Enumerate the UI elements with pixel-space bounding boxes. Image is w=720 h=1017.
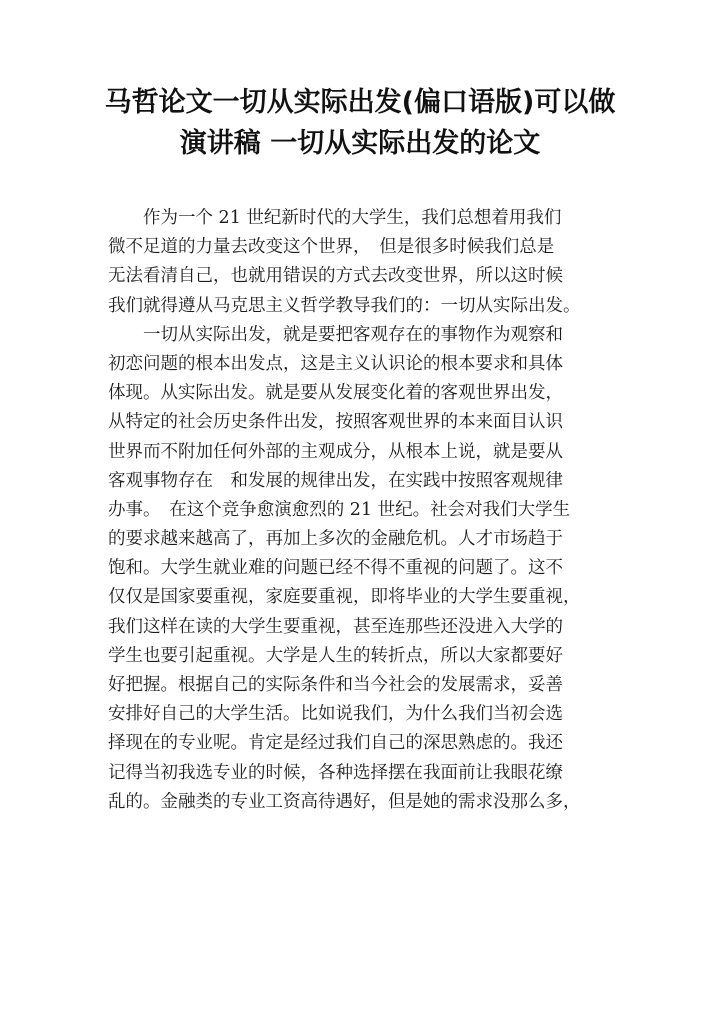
body-line: 无法看清自己，也就用错误的方式去改变世界，所以这时候 [108, 266, 563, 287]
body-line: 作为一个 21 世纪新时代的大学生，我们总想着用我们 [108, 208, 562, 228]
body-line: 世界而不附加任何外部的主观成分，从根本上说，就是要从 [108, 441, 563, 462]
body-line: 体现。从实际出发。就是要从发展变化着的客观世界出发， [108, 383, 563, 404]
body-line: 仅仅是国家要重视，家庭要重视，即将毕业的大学生要重视， [108, 587, 581, 608]
body-line: 我们就得遵从马克思主义哲学教导我们的：一切从实际出发。 [108, 295, 581, 316]
body-line: 客观事物存在 和发展的规律出发，在实践中按照客观规律 [108, 470, 563, 491]
document-body [108, 204, 618, 817]
body-line: 一切从实际出发，就是要把客观存在的事物作为观察和 [108, 324, 563, 345]
body-line: 择现在的专业呢。肯定是经过我们自己的深思熟虑的。我还 [108, 733, 563, 754]
body-line: 乱的。金融类的专业工资高待遇好，但是她的需求没那么多， [108, 791, 581, 812]
body-line: 初恋问题的根本出发点，这是主义认识论的根本要求和具体 [108, 353, 563, 374]
body-line: 办事。 在这个竞争愈演愈烈的 21 世纪。社会对我们大学生 [108, 499, 571, 520]
body-line: 安排好自己的大学生活。比如说我们，为什么我们当初会选 [108, 704, 563, 725]
title-line: 演讲稿 一切从实际出发的论文 [179, 128, 541, 159]
body-line: 好把握。根据自己的实际条件和当今社会的发展需求，妥善 [108, 675, 563, 695]
document-title [60, 82, 660, 164]
body-line: 记得当初我选专业的时候，各种选择摆在我面前让我眼花缭 [108, 762, 563, 783]
body-line: 从特定的社会历史条件出发，按照客观世界的本来面目认识 [108, 412, 563, 433]
body-line: 学生也要引起重视。大学是人生的转折点，所以大家都要好 [108, 645, 563, 666]
body-line: 饱和。大学生就业难的问题已经不得不重视的问题了。这不 [108, 558, 563, 579]
title-line: 马哲论文一切从实际出发(偏口语版)可以做 [104, 87, 616, 118]
body-line: 我们这样在读的大学生要重视，甚至连那些还没进入大学的 [108, 616, 563, 637]
body-line: 微不足道的力量去改变这个世界， 但是很多时候我们总是 [108, 237, 555, 258]
body-line: 的要求越来越高了，再加上多次的金融危机。人才市场趋于 [108, 529, 563, 550]
